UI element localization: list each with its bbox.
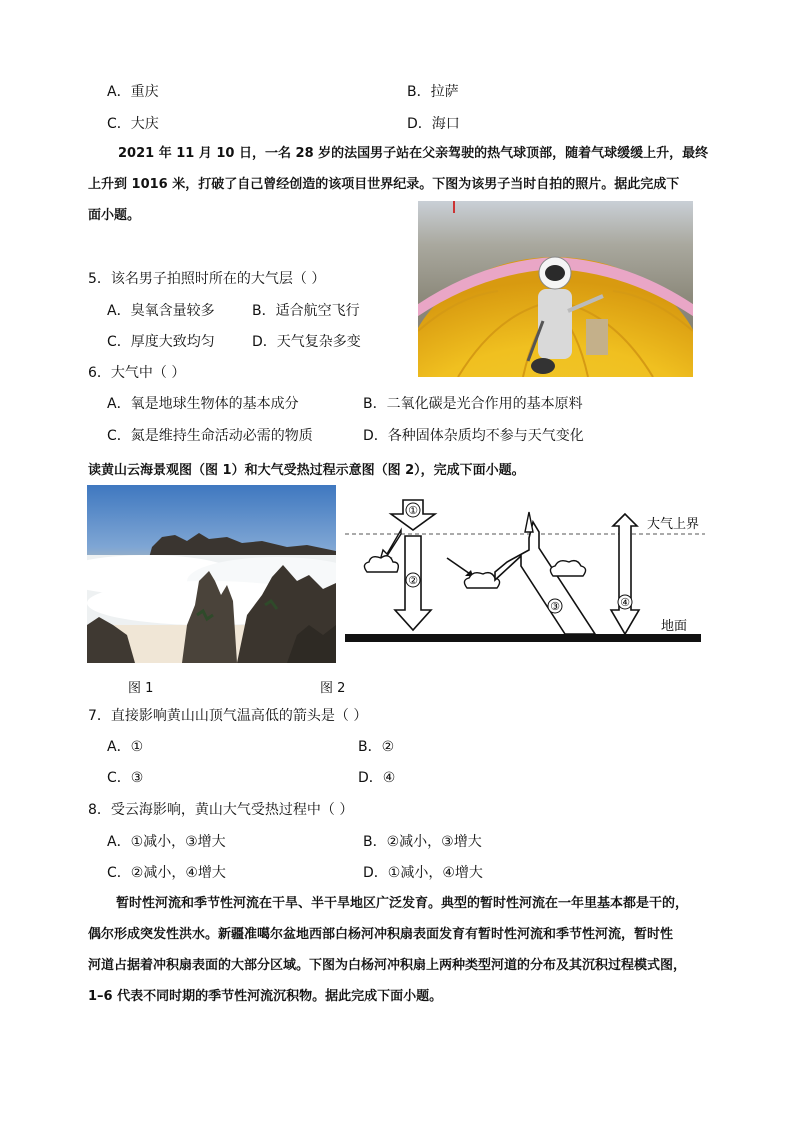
figure-1-caption: 图 1: [128, 681, 154, 696]
arrow-4-label: ④: [620, 596, 630, 609]
passage-line: 1–6 代表不同时期的季节性河流沉积物。据此完成下面小题。: [88, 989, 443, 1004]
passage-line: 面小题。: [88, 208, 141, 223]
option-a: A．重庆: [107, 84, 159, 100]
option-d: D．天气复杂多变: [252, 334, 361, 350]
figure-2-caption: 图 2: [320, 681, 346, 696]
option-a: A．①减小，③增大: [107, 834, 226, 850]
passage-line: 河道占据着冲积扇表面的大部分区域。下图为白杨河冲积扇上两种类型河道的分布及其沉积过程模式图，: [88, 958, 687, 973]
question-8-stem: 8．受云海影响，黄山大气受热过程中（ ）: [88, 802, 354, 818]
hot-air-balloon-photo: [418, 201, 693, 377]
passage-line: 读黄山云海景观图（图 1）和大气受热过程示意图（图 2），完成下面小题。: [88, 463, 525, 478]
question-5-stem: 5．该名男子拍照时所在的大气层（ ）: [88, 271, 326, 287]
option-c: C．③: [107, 770, 144, 786]
option-a: A．臭氧含量较多: [107, 303, 215, 319]
option-c: C．厚度大致均匀: [107, 334, 215, 350]
option-b: B．适合航空飞行: [252, 303, 360, 319]
option-c: C．氮是维持生命活动必需的物质: [107, 428, 313, 444]
question-7-stem: 7．直接影响黄山山顶气温高低的箭头是（ ）: [88, 708, 368, 724]
arrow-2-label: ②: [408, 574, 418, 587]
option-d: D．海口: [407, 116, 460, 132]
option-a: A．①: [107, 739, 144, 755]
option-a: A．氧是地球生物体的基本成分: [107, 396, 299, 412]
passage-line: 2021 年 11 月 10 日，一名 28 岁的法国男子站在父亲驾驶的热气球顶部，随着气球缓缓上升，最终: [118, 146, 709, 161]
question-6-stem: 6．大气中（ ）: [88, 365, 186, 381]
atmosphere-top-label: 大气上界: [647, 517, 700, 532]
arrow-1-label: ①: [408, 504, 418, 517]
passage-line: 偶尔形成突发性洪水。新疆准噶尔盆地西部白杨河冲积扇表面发育有暂时性河流和季节性河流，暂时性: [88, 927, 674, 942]
passage-line: 上升到 1016 米，打破了自己曾经创造的该项目世界纪录。下图为该男子当时自拍的照片。据此完成下: [88, 177, 680, 192]
option-c: C．②减小，④增大: [107, 865, 226, 881]
option-b: B．拉萨: [407, 84, 459, 100]
passage-line: 暂时性河流和季节性河流在干旱、半干旱地区广泛发育。典型的暂时性河流在一年里基本都是干的，: [116, 896, 689, 911]
ground-label: 地面: [661, 619, 688, 634]
option-d: D．①减小，④增大: [363, 865, 483, 881]
option-b: B．二氧化碳是光合作用的基本原料: [363, 396, 583, 412]
huangshan-cloud-sea-photo: [87, 485, 336, 663]
option-b: B．②: [358, 739, 395, 755]
option-d: D．④: [358, 770, 396, 786]
option-b: B．②减小，③增大: [363, 834, 482, 850]
option-c: C．大庆: [107, 116, 159, 132]
arrow-3-label: ③: [550, 600, 560, 613]
atmospheric-heating-diagram: [343, 492, 713, 650]
option-d: D．各种固体杂质均不参与天气变化: [363, 428, 584, 444]
